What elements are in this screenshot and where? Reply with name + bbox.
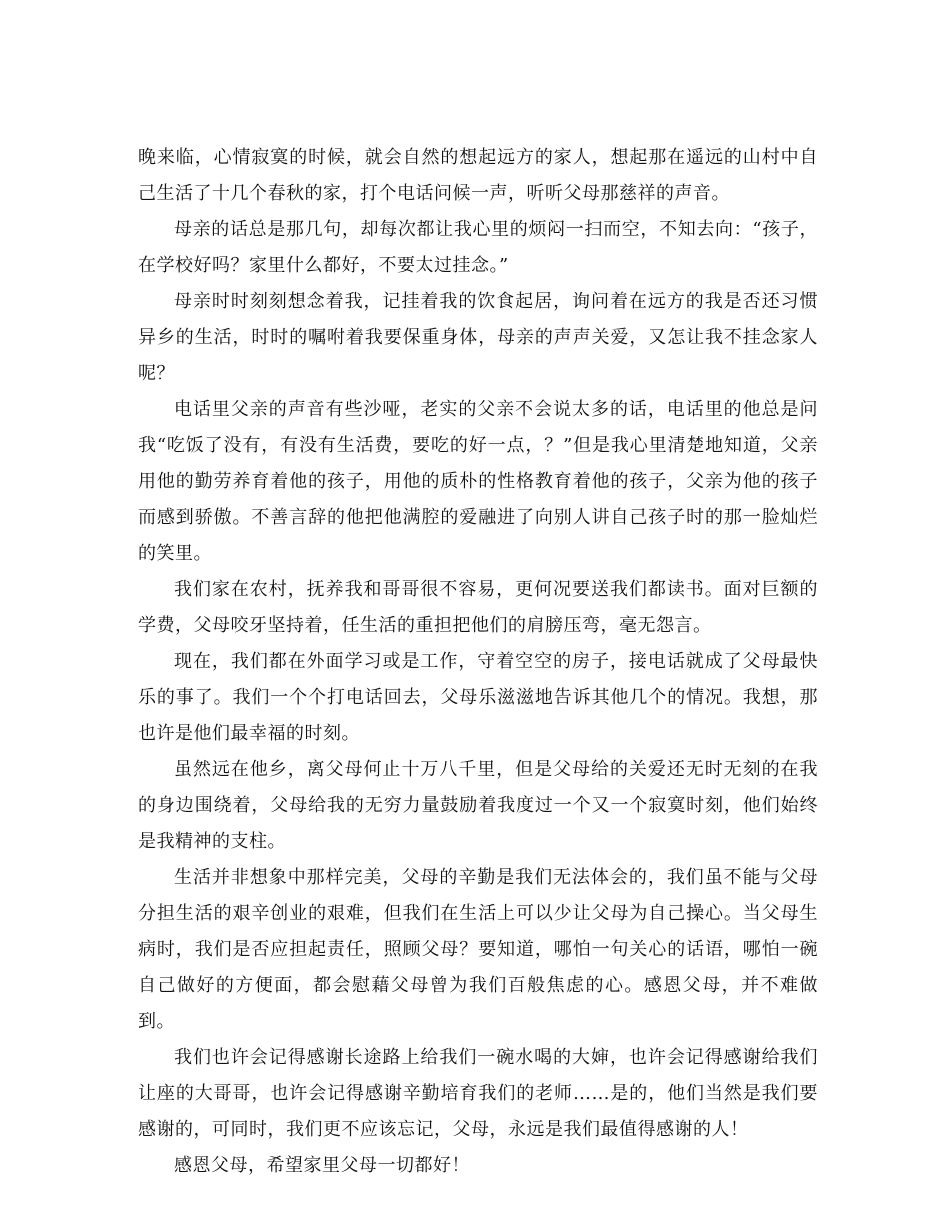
paragraph-10: 感恩父母，希望家里父母一切都好！ [174, 1155, 470, 1176]
paragraph-7: 虽然远在他乡，离父母何止十万八千里，但是父母给的关爱还无时无刻的在我的身边围绕着，父母给我的无穷力量鼓励着我度过一个又一个寂寞时刻，他们始终是我精神的支柱。 [138, 759, 818, 852]
paragraph-5: 我们家在农村，抚养我和哥哥很不容易，更何况要送我们都读书。面对巨额的学费，父母咬牙坚持着，任生活的重担把他们的肩膀压弯，毫无怨言。 [138, 579, 818, 636]
paragraph-2: 母亲的话总是那几句，却每次都让我心里的烦闷一扫而空，不知去向：“孩子，在学校好吗？家里什么都好，不要太过挂念。” [138, 219, 818, 276]
paragraph-8: 生活并非想象中那样完美，父母的辛勤是我们无法体会的，我们虽不能与父母分担生活的艰辛创业的艰难，但我们在生活上可以少让父母为自己操心。当父母生病时，我们是否应担起责任，照顾父母？要知道，哪怕一句关心的话语，哪怕一碗自己做好的方便面，都会慰藉父母曾为我们百般焦虑的心。感恩父母，并不难做到。 [138, 867, 818, 1032]
paragraph-3: 母亲时时刻刻想念着我，记挂着我的饮食起居，询问着在远方的我是否还习惯异乡的生活，时时的嘱咐着我要保重身体，母亲的声声关爱，又怎让我不挂念家人呢？ [138, 291, 818, 384]
paragraph-1: 晚来临，心情寂寞的时候，就会自然的想起远方的家人，想起那在遥远的山村中自己生活了十几个春秋的家，打个电话问候一声，听听父母那慈祥的声音。 [138, 147, 818, 204]
paragraph-4: 电话里父亲的声音有些沙哑，老实的父亲不会说太多的话，电话里的他总是问我“吃饭了没有，有没有生活费，要吃的好一点，？”但是我心里清楚地知道，父亲用他的勤劳养育着他的孩子，用他的质朴的性格教育着他的孩子，父亲为他的孩子而感到骄傲。不善言辞的他把他满腔的爱融进了向别人讲自己孩子时的那一脸灿烂的笑里。 [138, 399, 818, 564]
paragraph-6: 现在，我们都在外面学习或是工作，守着空空的房子，接电话就成了父母最快乐的事了。我们一个个打电话回去，父母乐滋滋地告诉其他几个的情况。我想，那也许是他们最幸福的时刻。 [138, 651, 818, 744]
document-body [138, 140, 818, 1184]
paragraph-9: 我们也许会记得感谢长途路上给我们一碗水喝的大婶，也许会记得感谢给我们让座的大哥哥，也许会记得感谢辛勤培育我们的老师……是的，他们当然是我们要感谢的，可同时，我们更不应该忘记，父母，永远是我们最值得感谢的人！ [138, 1047, 818, 1140]
